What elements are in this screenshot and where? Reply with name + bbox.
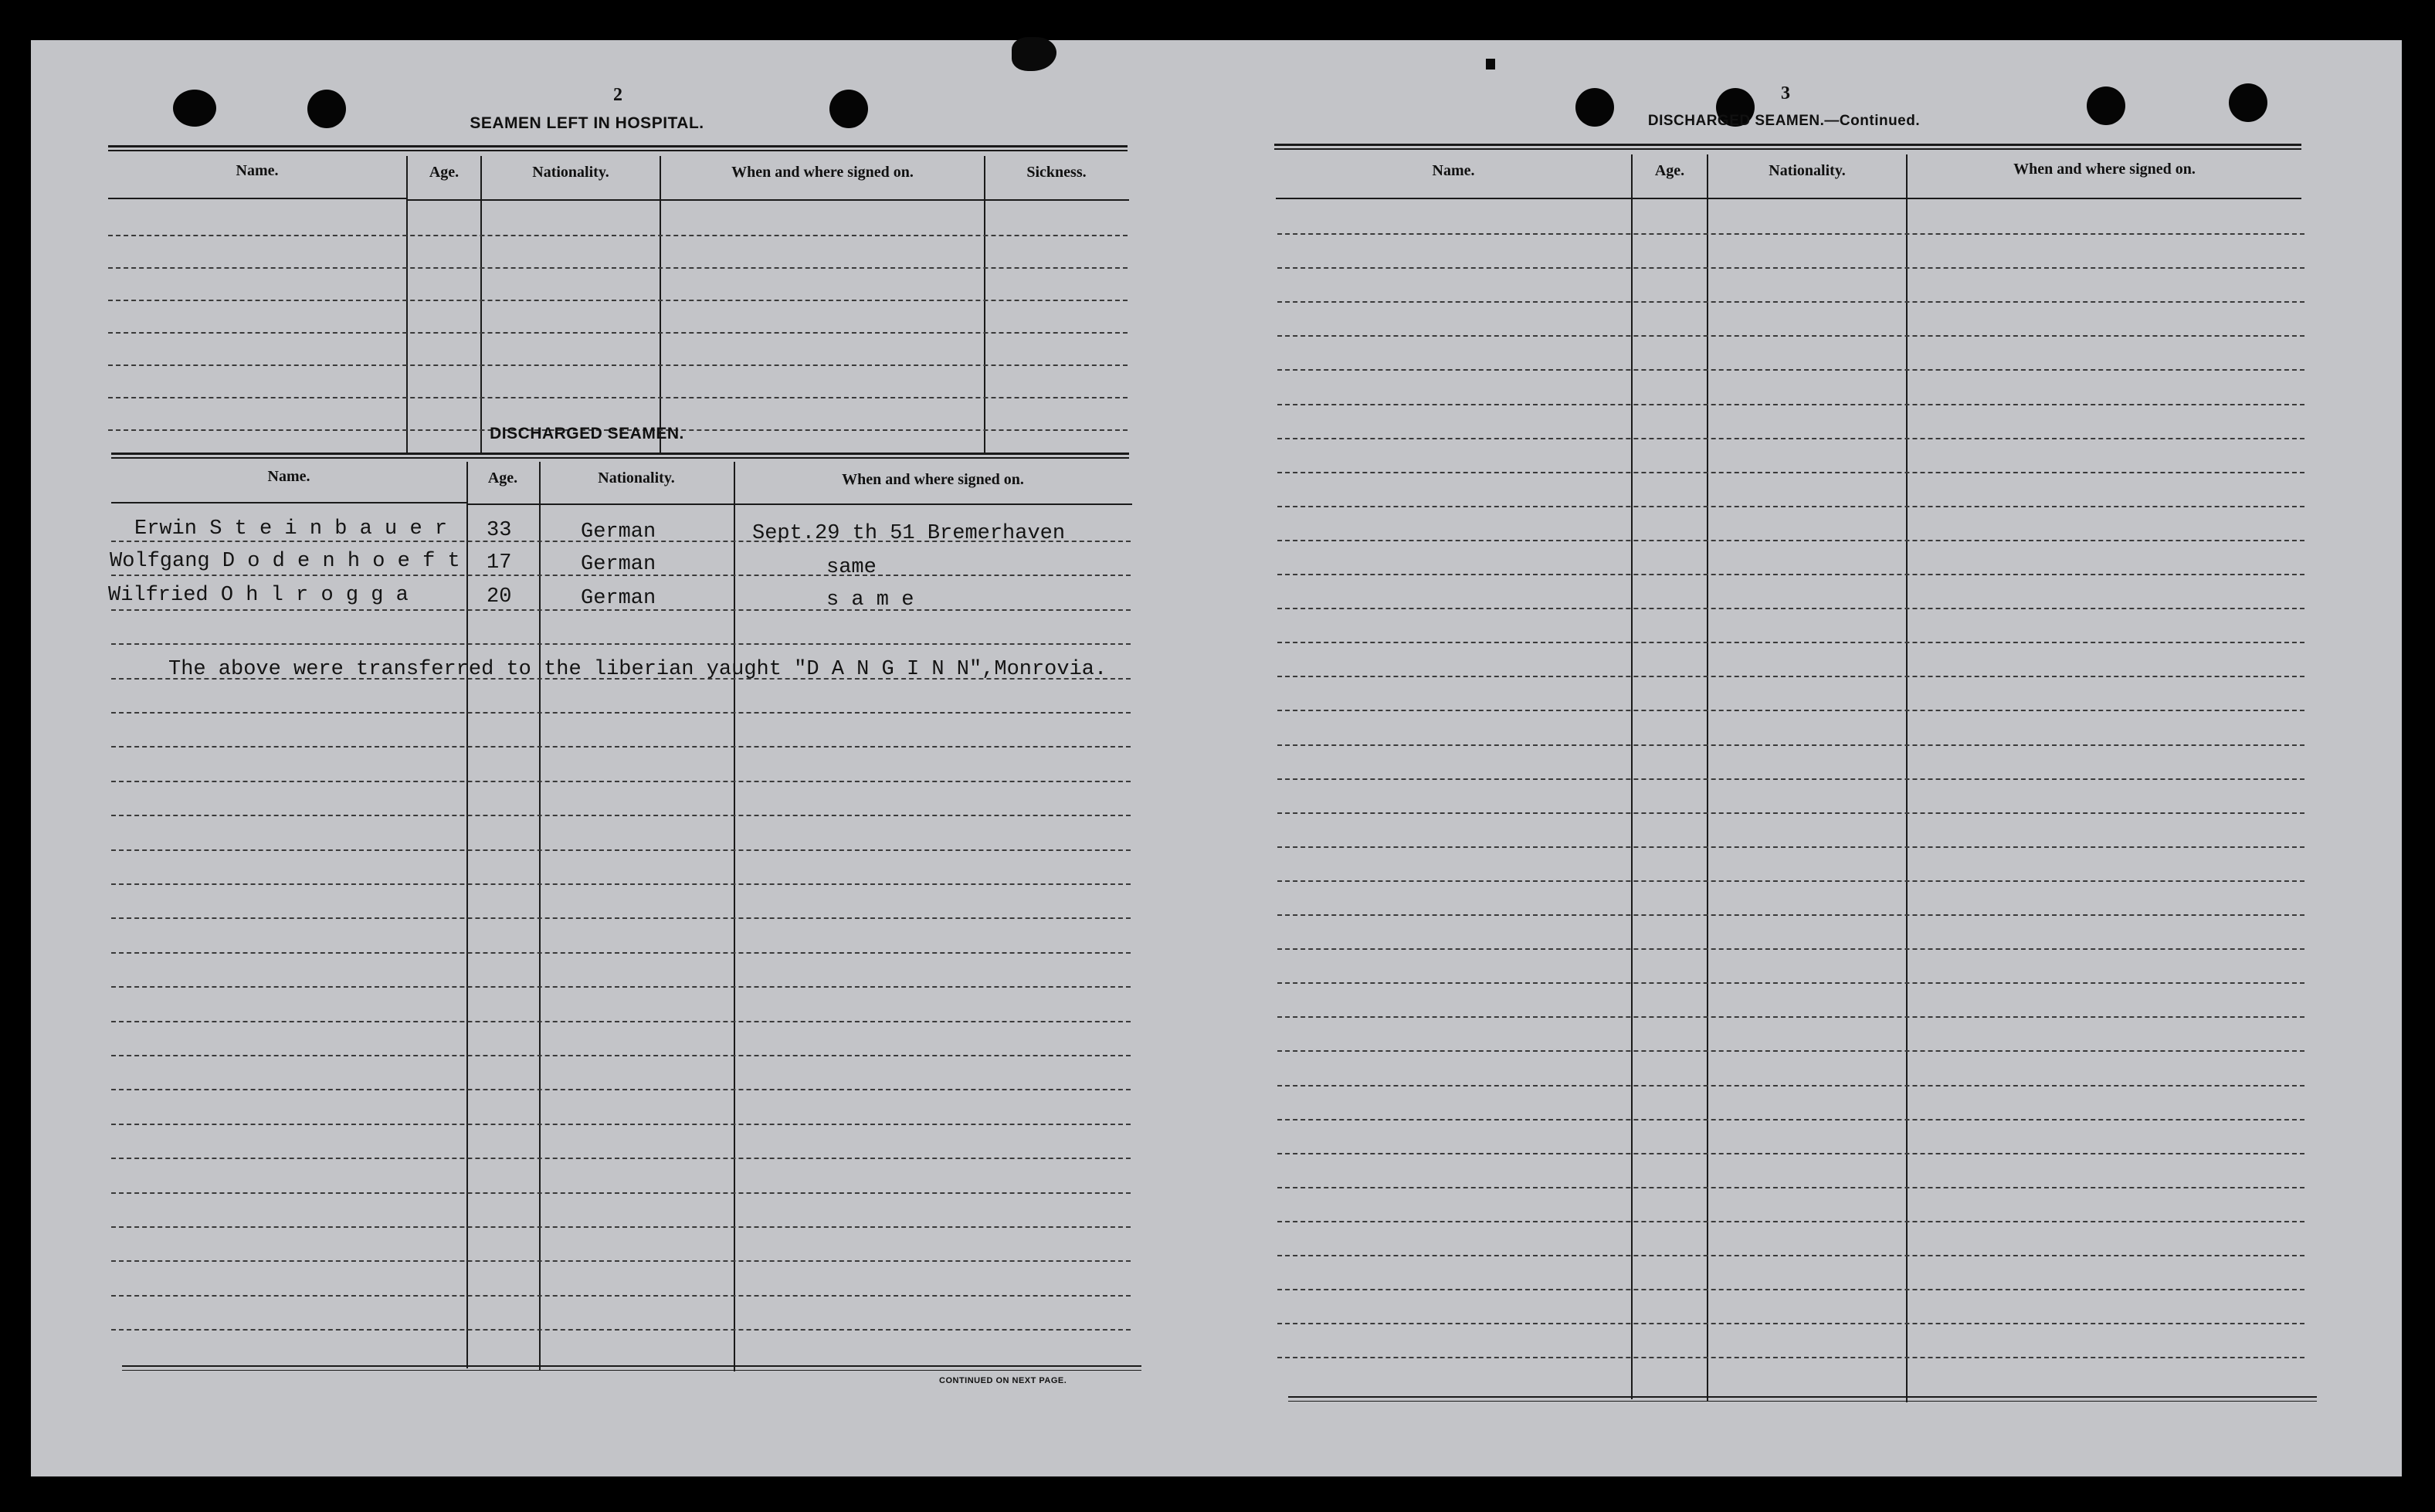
seaman-nationality: German	[581, 553, 656, 576]
entry-line	[1277, 676, 2304, 677]
entry-line	[1277, 335, 2304, 337]
header-rule	[108, 145, 1128, 147]
entry-line	[111, 815, 1131, 816]
entry-line	[1277, 1187, 2304, 1188]
entry-line	[111, 1226, 1131, 1228]
header-rule	[111, 453, 1129, 455]
entry-line	[108, 364, 1128, 366]
header-rule	[1274, 148, 2301, 150]
column-header-name: Name.	[1432, 162, 1475, 179]
punch-hole	[1575, 88, 1614, 127]
ink-smudge	[1012, 37, 1056, 71]
column-header-signed-on: When and where signed on.	[2013, 161, 2196, 178]
header-rule	[108, 150, 1128, 151]
entry-line	[1277, 1016, 2304, 1018]
entry-line	[1277, 369, 2304, 371]
column-header-nationality: Nationality.	[1769, 162, 1846, 179]
entry-line	[111, 1055, 1131, 1056]
entry-line	[111, 712, 1131, 714]
discharged-section-title: DISCHARGED SEAMEN.	[490, 425, 684, 442]
column-divider	[406, 156, 408, 453]
entry-line	[1277, 1050, 2304, 1052]
seaman-name: Wolfgang D o d e n h o e f t	[110, 550, 460, 573]
transfer-note: The above were transferred to the liberian yaught "D A N G I N N",Monrovia.	[168, 658, 1107, 681]
entry-line	[111, 1089, 1131, 1090]
entry-line	[111, 952, 1131, 954]
entry-line	[111, 1295, 1131, 1297]
document-sheet	[31, 40, 2402, 1476]
entry-line	[111, 1021, 1131, 1022]
seaman-age: 20	[487, 585, 512, 609]
entry-line	[1277, 506, 2304, 507]
entry-line	[111, 1192, 1131, 1194]
entry-line	[111, 1329, 1131, 1331]
column-header-signed-on: When and where signed on.	[731, 164, 914, 181]
entry-line	[1277, 608, 2304, 609]
bottom-rule	[122, 1370, 1141, 1371]
column-header-name: Name.	[267, 468, 310, 485]
entry-line	[1277, 267, 2304, 269]
column-header-age: Age.	[429, 164, 460, 181]
header-bottom-rule	[468, 503, 1132, 505]
entry-line	[111, 883, 1131, 885]
column-header-nationality: Nationality.	[532, 164, 609, 181]
column-header-name: Name.	[236, 162, 279, 179]
entry-line	[1277, 1085, 2304, 1087]
entry-line	[111, 781, 1131, 782]
entry-line	[1277, 744, 2304, 746]
entry-line	[1277, 642, 2304, 643]
bottom-rule	[122, 1365, 1141, 1367]
seaman-name: Wilfried O h l r o g g a	[108, 584, 409, 607]
bottom-rule	[1288, 1396, 2317, 1398]
header-rule	[1274, 144, 2301, 146]
entry-line	[1277, 1221, 2304, 1222]
entry-line	[108, 332, 1128, 334]
column-header-nationality: Nationality.	[598, 470, 675, 486]
entry-line	[1277, 1255, 2304, 1256]
entry-line	[1277, 472, 2304, 473]
header-rule	[111, 457, 1129, 459]
entry-line	[1277, 540, 2304, 541]
column-divider	[984, 156, 985, 453]
punch-hole	[2229, 83, 2267, 122]
header-bottom-rule	[408, 199, 1129, 201]
column-divider	[660, 156, 661, 453]
entry-line	[111, 849, 1131, 851]
column-divider	[734, 462, 735, 1371]
entry-line	[1277, 301, 2304, 303]
column-divider	[1631, 154, 1633, 1399]
entry-line	[111, 746, 1131, 748]
punch-hole	[2087, 86, 2125, 125]
entry-line	[1277, 710, 2304, 711]
column-divider	[466, 462, 468, 1368]
entry-line	[111, 986, 1131, 988]
punch-hole	[173, 90, 216, 127]
entry-line	[1277, 1153, 2304, 1154]
column-header-sickness: Sickness.	[1026, 164, 1087, 181]
column-header-age: Age.	[1654, 162, 1685, 179]
column-header-signed-on: When and where signed on.	[842, 471, 1024, 488]
entry-line	[1277, 846, 2304, 848]
header-bottom-rule	[1633, 198, 2301, 199]
entry-line	[1277, 880, 2304, 882]
seaman-age: 17	[487, 551, 512, 575]
seaman-age: 33	[487, 519, 512, 542]
page-number: 2	[613, 85, 622, 105]
ink-smudge	[1486, 59, 1495, 69]
entry-line	[1277, 914, 2304, 916]
entry-line	[108, 235, 1128, 236]
punch-hole	[829, 90, 868, 128]
entry-line	[1277, 1119, 2304, 1120]
entry-line	[111, 917, 1131, 919]
entry-line	[1277, 778, 2304, 780]
entry-line	[1277, 1323, 2304, 1324]
header-bottom-rule	[108, 198, 406, 199]
seaman-name: Erwin S t e i n b a u e r	[134, 517, 448, 541]
seaman-nationality: German	[581, 587, 656, 610]
entry-line	[1277, 1289, 2304, 1290]
column-divider	[480, 156, 482, 453]
seaman-signed-on: Sept.29 th 51 Bremerhaven	[752, 522, 1066, 545]
entry-line	[1277, 233, 2304, 235]
continued-footer: CONTINUED ON NEXT PAGE.	[939, 1376, 1067, 1385]
entry-line	[1277, 948, 2304, 950]
seaman-nationality: German	[581, 520, 656, 544]
column-header-age: Age.	[487, 470, 518, 486]
entry-line	[108, 267, 1128, 269]
seaman-signed-on: s a m e	[826, 588, 914, 612]
header-bottom-rule	[111, 502, 466, 503]
discharged-continued-title: DISCHARGED SEAMEN.—Continued.	[1647, 113, 1921, 129]
entry-line	[1277, 982, 2304, 984]
punch-hole	[307, 90, 346, 128]
entry-line	[1277, 812, 2304, 814]
entry-line	[111, 643, 1131, 645]
entry-line	[111, 1158, 1131, 1159]
entry-line	[108, 300, 1128, 301]
entry-line	[111, 1124, 1131, 1125]
entry-line	[1277, 438, 2304, 439]
entry-line	[1277, 404, 2304, 405]
seaman-signed-on: same	[826, 556, 877, 579]
entry-line	[1277, 1357, 2304, 1358]
entry-line	[111, 1260, 1131, 1262]
bottom-rule	[1288, 1401, 2317, 1402]
entry-line	[1277, 574, 2304, 575]
header-bottom-rule	[1276, 198, 1631, 199]
hospital-section-title: SEAMEN LEFT IN HOSPITAL.	[470, 114, 704, 132]
entry-line	[108, 397, 1128, 398]
column-divider	[539, 462, 541, 1370]
page-number: 3	[1781, 83, 1790, 103]
